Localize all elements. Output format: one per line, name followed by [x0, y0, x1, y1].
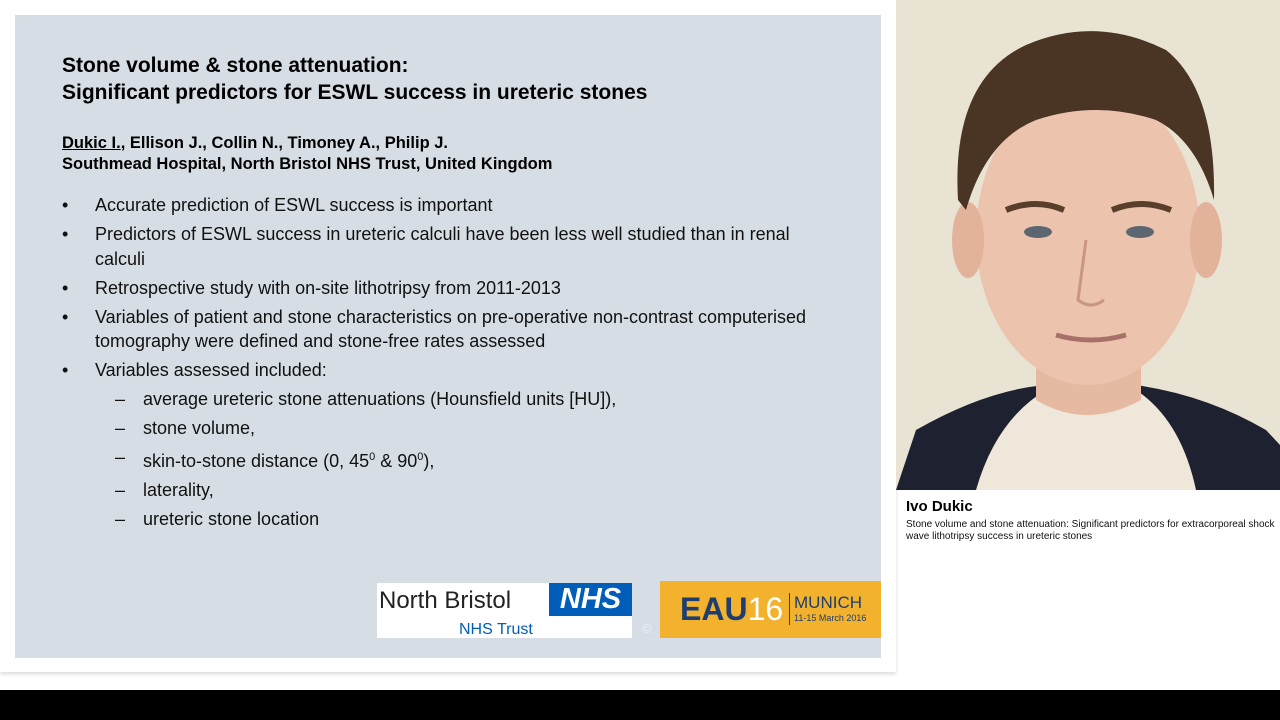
eau-city: MUNICH [794, 593, 862, 612]
dash: – [115, 417, 126, 438]
bullet-item [62, 193, 842, 218]
portrait-image [896, 0, 1280, 490]
dash: – [115, 446, 126, 467]
bullet-text: Retrospective study with on-site lithotripsy from 2011-2013 [95, 277, 561, 298]
presentation-slide [15, 15, 881, 658]
copyright-icon: © [642, 621, 652, 636]
bullet-list [62, 193, 842, 536]
bullet-text: Predictors of ESWL success in ureteric calculi have been less well studied than in renal calculi [95, 224, 790, 269]
bullet-text: Accurate prediction of ESWL success is important [95, 195, 493, 215]
bullet-item [62, 305, 842, 354]
eau-date: 11-15 March 2016 [794, 613, 867, 623]
eau-wordmark [680, 591, 783, 628]
logo-subtext: NHS Trust [459, 621, 533, 638]
affiliation: Southmead Hospital, North Bristol NHS Trust, United Kingdom [62, 155, 553, 173]
sub-bullet-item [95, 478, 842, 503]
bullet-item [62, 276, 842, 301]
bullet-dot: • [62, 306, 69, 327]
nhs-badge: NHS [549, 583, 632, 616]
bottom-bar [0, 690, 1280, 720]
north-bristol-nhs-logo [377, 583, 632, 638]
talk-title: Stone volume and stone attenuation: Significant predictors for extracorporeal shock wave lithotripsy success in ureteric stones [906, 519, 1275, 542]
sub-bullet-text: ureteric stone location [143, 508, 320, 529]
sub-bullet-text: ), [423, 450, 435, 471]
authors-block [62, 133, 552, 175]
eau-text: EAU [680, 591, 748, 627]
speaker-name: Ivo Dukic [906, 498, 973, 515]
sub-bullet-item [95, 387, 842, 412]
title-line-1: Stone volume & stone attenuation: [62, 54, 409, 77]
superscript: 0 [417, 450, 424, 463]
bullet-text: Variables assessed included: [95, 360, 327, 380]
slide-title [62, 52, 647, 106]
dash: – [115, 388, 126, 409]
sub-bullet-list [95, 387, 842, 532]
logo-divider [789, 593, 790, 625]
bullet-item [62, 358, 842, 531]
bullet-dot: • [62, 277, 69, 298]
sub-bullet-item [95, 507, 842, 532]
sub-bullet-text: average ureteric stone attenuations (Hounsfield units [HU]), [143, 388, 617, 409]
other-authors: , Ellison J., Collin N., Timoney A., Philip J. [120, 134, 448, 152]
sub-bullet-item [95, 445, 842, 474]
sub-bullet-text: stone volume, [143, 417, 256, 438]
sub-bullet-text: skin-to-stone distance (0, 45 [143, 450, 370, 471]
sub-bullet-text: laterality, [143, 479, 214, 500]
bullet-item [62, 222, 842, 271]
dash: – [115, 479, 126, 500]
eau-number: 16 [747, 591, 784, 627]
bullet-text: Variables of patient and stone characteristics on pre-operative non-contrast computerised tomography were defined and stone-free rates assessed [95, 306, 807, 351]
first-author: Dukic I. [62, 134, 121, 152]
sub-bullet-item [95, 416, 842, 441]
superscript: 0 [369, 450, 376, 463]
title-line-2: Significant predictors for ESWL success in ureteric stones [62, 81, 648, 104]
sub-bullet-text: & 90 [375, 450, 418, 471]
logo-text: North Bristol [379, 587, 512, 614]
bullet-dot: • [62, 360, 69, 380]
eau16-logo [660, 581, 881, 638]
bullet-dot: • [62, 195, 69, 215]
dash: – [115, 508, 126, 529]
bullet-dot: • [62, 224, 69, 244]
speaker-photo [896, 0, 1280, 490]
